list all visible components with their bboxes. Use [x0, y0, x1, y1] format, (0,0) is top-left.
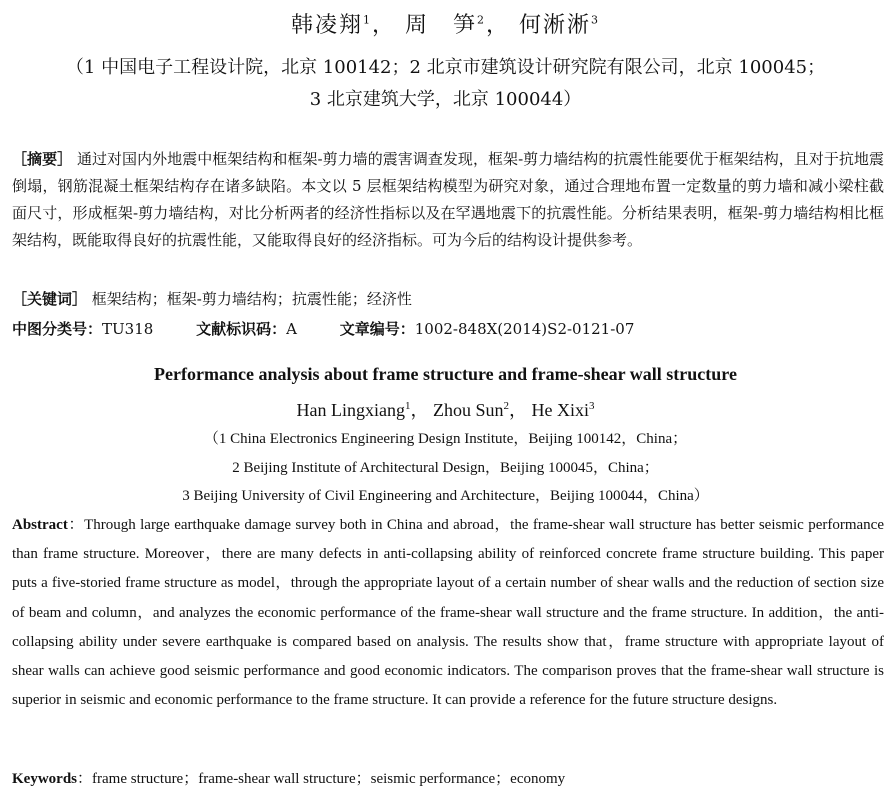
affiliations-en — [0, 425, 891, 511]
author-en-2: Zhou Sun$^2$， — [432, 400, 527, 420]
author-en-1: Han Lingxiang$^1$， — [296, 400, 429, 420]
keywords-en-label: Keywords — [12, 771, 77, 787]
keywords-cn-label: ［关键词］ — [12, 290, 88, 308]
abstract-cn — [12, 146, 884, 254]
affiliation-cn-line: 3 北京建筑大学，北京 100044） — [309, 89, 582, 110]
abstract-cn-label: ［摘要］ — [12, 150, 73, 168]
document-code: 文献标识码：A — [196, 320, 297, 338]
abstract-en-label: Abstract — [12, 517, 68, 533]
affiliation-en-line: 3 Beijing University of Civil Engineering and Architecture，Beijing 100044，China） — [182, 488, 709, 504]
keywords-en-text: frame structure；frame-shear wall structure；seismic performance；economy — [92, 771, 566, 787]
authors-cn — [0, 8, 891, 39]
classification-row — [12, 318, 884, 339]
abstract-en-text: Through large earthquake damage survey both in China and abroad，the frame-shear wall structure has better seismic performance than frame structure. Moreover，there are many defects in anti-collapsing ability of reinforced concrete frame structure building. This paper puts a five-storied frame structure as model，through the appropriate layout of a certain number of shear walls and the reduction of section size of beam and column，and analyzes the economic performance of the frame-shear wall structure and the frame structure. In addition，the anti-collapsing ability under severe earthquake is compared based on analysis. The results show that，frame structure with appropriate layout of shear walls can achieve good seismic performance and good economic indicators. The comparison proves that the frame-shear wall structure is superior in seismic and economic performance to the frame structure. It can provide a reference for the future structure designs. — [12, 517, 884, 709]
title-en: Performance analysis about frame structure and frame-shear wall structure — [154, 364, 737, 384]
abstract-en — [12, 511, 884, 715]
author-cn-1: 韩凌翔$^1$， — [290, 13, 396, 38]
keywords-en — [12, 767, 884, 788]
clc-number: 中图分类号：TU318 — [12, 320, 154, 338]
affiliations-cn — [0, 52, 891, 116]
author-cn-3: 何淅淅$^3$ — [519, 13, 601, 38]
article-number: 文章编号：1002-848X(2014)S2-0121-07 — [339, 320, 635, 338]
affiliation-cn-line: （1 中国电子工程设计院，北京 100142；2 北京市建筑设计研究院有限公司，北京 100045； — [65, 57, 826, 78]
abstract-cn-text: 通过对国内外地震中框架结构和框架-剪力墙的震害调查发现，框架-剪力墙结构的抗震性能要优于框架结构，且对于抗地震倒塌，钢筋混凝土框架结构存在诸多缺陷。本文以 5 层框架结构模型为研究对象，通过合理地布置一定数量的剪力墙和减小梁柱截面尺寸，形成框架-剪力墙结构，对比分析两者的经济性指标以及在罕遇地震下的抗震性能。分析结果表明，框架-剪力墙结构相比框架结构，既能取得良好的抗震性能，又能取得良好的经济指标。可为今后的结构设计提供参考。 — [12, 150, 884, 249]
keywords-en-colon: ： — [77, 771, 93, 787]
affiliation-en-line: （1 China Electronics Engineering Design Institute，Beijing 100142，China； — [203, 431, 688, 447]
affiliation-en-line: 2 Beijing Institute of Architectural Design，Beijing 100045，China； — [232, 459, 659, 476]
keywords-cn-text: 框架结构；框架-剪力墙结构；抗震性能；经济性 — [91, 290, 412, 308]
abstract-en-colon: ： — [67, 517, 85, 533]
authors-en — [0, 396, 891, 422]
author-en-3: He Xixi$^3$ — [531, 400, 595, 420]
keywords-cn — [12, 288, 884, 309]
author-cn-2: 周 笋$^2$， — [404, 13, 511, 38]
